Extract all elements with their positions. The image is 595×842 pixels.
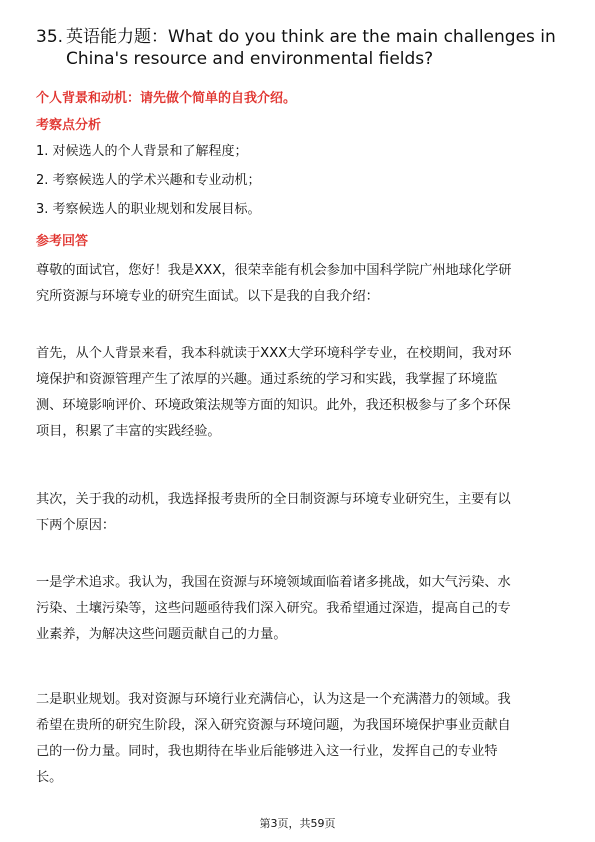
question-title — [36, 26, 566, 70]
answer-paragraph-2: 首先，从个人背景来看，我本科就读于XXX大学环境科学专业，在校期间，我对环 境保护和资源管理产生了浓厚的兴趣。通过系统的学习和实践，我掌握了环境监 测、环境影响评价、环境政策法规等方面的知识。此外，我还积极参与了多个环保 项目，积累了丰富的实践经验。 — [36, 346, 512, 439]
analysis-item-2: 2. 考察候选人的学术兴趣和专业动机； — [36, 173, 261, 188]
answer-paragraph-5: 二是职业规划。我对资源与环境行业充满信心，认为这是一个充满潜力的领域。我 希望在贵所的研究生阶段，深入研究资源与环境问题，为我国环境保护事业贡献自 己的一份力量。同时，我也期待在毕业后能够进入这一行业，发挥自己的专业特 长。 — [36, 692, 511, 785]
question-line-2: China's resource and environmental fields? — [66, 49, 434, 69]
reference-heading: 参考回答 — [36, 234, 89, 249]
page-footer: 第3页，共59页 — [259, 817, 336, 830]
analysis-item-3: 3. 考察候选人的职业规划和发展目标。 — [36, 202, 261, 217]
answer-paragraph-4: 一是学术追求。我认为，我国在资源与环境领域面临着诸多挑战，如大气污染、水 污染、土壤污染等，这些问题亟待我们深入研究。我希望通过深造，提高自己的专 业素养，为解决这些问题贡献自己的力量。 — [36, 575, 511, 642]
analysis-heading: 考察点分析 — [36, 118, 102, 133]
question-number: 35. — [36, 27, 64, 47]
answer-paragraph-1: 尊敬的面试官，您好！我是XXX，很荣幸能有机会参加中国科学院广州地球化学研 究所资源与环境专业的研究生面试。以下是我的自我介绍： — [36, 263, 512, 304]
question-line-1: 英语能力题：What do you think are the main challenges in — [66, 27, 556, 47]
intro-heading: 个人背景和动机：请先做个简单的自我介绍。 — [36, 91, 297, 106]
answer-paragraph-3: 其次，关于我的动机，我选择报考贵所的全日制资源与环境专业研究生，主要有以 下两个原因： — [36, 492, 511, 533]
analysis-item-1: 1. 对候选人的个人背景和了解程度； — [36, 144, 248, 159]
